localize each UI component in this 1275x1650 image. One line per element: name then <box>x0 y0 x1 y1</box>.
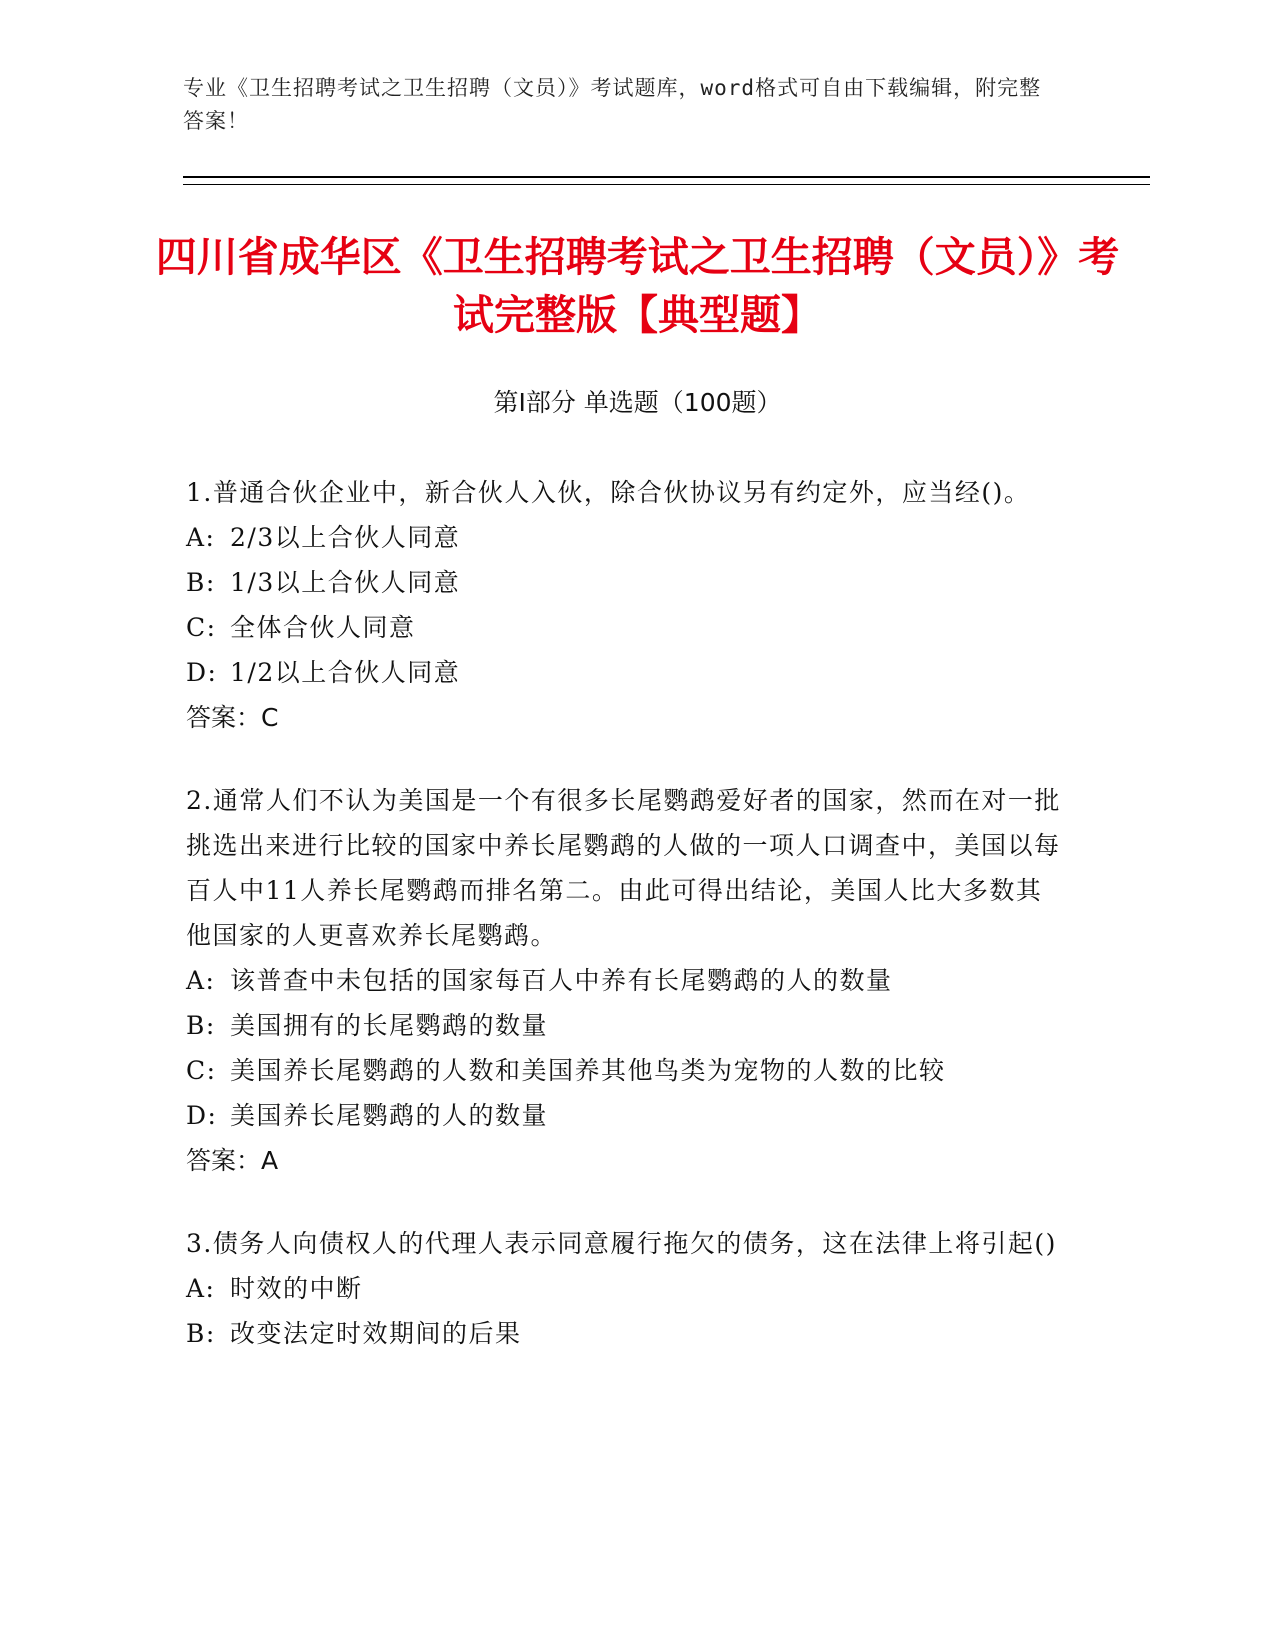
document-title: 四川省成华区《卫生招聘考试之卫生招聘（文员）》考试完整版【典型题】 <box>155 233 1120 339</box>
question-stem: 1.普通合伙企业中，新合伙人入伙，除合伙协议另有约定外，应当经()。 <box>186 478 1031 507</box>
option-text: 该普查中未包括的国家每百人中养有长尾鹦鹉的人的数量 <box>230 966 893 995</box>
question-1 <box>186 470 1066 740</box>
option-letter: D: <box>186 658 218 687</box>
answer-label: 答案：C <box>186 703 279 732</box>
option-text: 全体合伙人同意 <box>230 613 416 642</box>
option-d <box>186 1093 1066 1138</box>
option-text: 美国养长尾鹦鹉的人数和美国养其他鸟类为宠物的人数的比较 <box>230 1056 946 1085</box>
option-text: 美国养长尾鹦鹉的人的数量 <box>230 1101 549 1130</box>
option-text: 1/2以上合伙人同意 <box>230 658 461 687</box>
question-stem: 3.债务人向债权人的代理人表示同意履行拖欠的债务，这在法律上将引起() <box>186 1229 1057 1258</box>
option-text: 2/3以上合伙人同意 <box>230 523 461 552</box>
option-text: 1/3以上合伙人同意 <box>230 568 461 597</box>
header-divider-thick <box>183 176 1150 178</box>
option-text: 美国拥有的长尾鹦鹉的数量 <box>230 1011 549 1040</box>
option-letter: C: <box>186 1056 217 1085</box>
option-letter: B: <box>186 1011 216 1040</box>
option-text: 时效的中断 <box>230 1274 363 1303</box>
section-title: 第Ⅰ部分 单选题（100题） <box>493 388 782 417</box>
option-letter: B: <box>186 1319 216 1348</box>
question-stem: 2.通常人们不认为美国是一个有很多长尾鹦鹉爱好者的国家，然而在对一批挑选出来进行比较的国家中养长尾鹦鹉的人做的一项人口调查中，美国以每百人中11人养长尾鹦鹉而排名第二。由此可得出结论，美国人比大多数其他国家的人更喜欢养长尾鹦鹉。 <box>186 786 1061 950</box>
option-letter: A: <box>186 966 216 995</box>
option-a <box>186 515 1066 560</box>
option-c <box>186 605 1066 650</box>
header-divider-thin <box>183 184 1150 185</box>
header-note: 专业《卫生招聘考试之卫生招聘（文员）》考试题库，word格式可自由下载编辑，附完整答案！ <box>183 76 1042 133</box>
option-letter: B: <box>186 568 216 597</box>
option-letter: A: <box>186 1274 216 1303</box>
option-letter: A: <box>186 523 216 552</box>
question-3 <box>186 1221 1066 1356</box>
option-b <box>186 1311 1066 1356</box>
option-letter: D: <box>186 1101 218 1130</box>
option-b <box>186 1003 1066 1048</box>
option-c <box>186 1048 1066 1093</box>
answer-label: 答案：A <box>186 1146 279 1175</box>
question-2 <box>186 778 1066 1183</box>
option-d <box>186 650 1066 695</box>
option-a <box>186 958 1066 1003</box>
option-letter: C: <box>186 613 217 642</box>
option-a <box>186 1266 1066 1311</box>
option-b <box>186 560 1066 605</box>
question-list <box>186 470 1066 1394</box>
option-text: 改变法定时效期间的后果 <box>230 1319 522 1348</box>
